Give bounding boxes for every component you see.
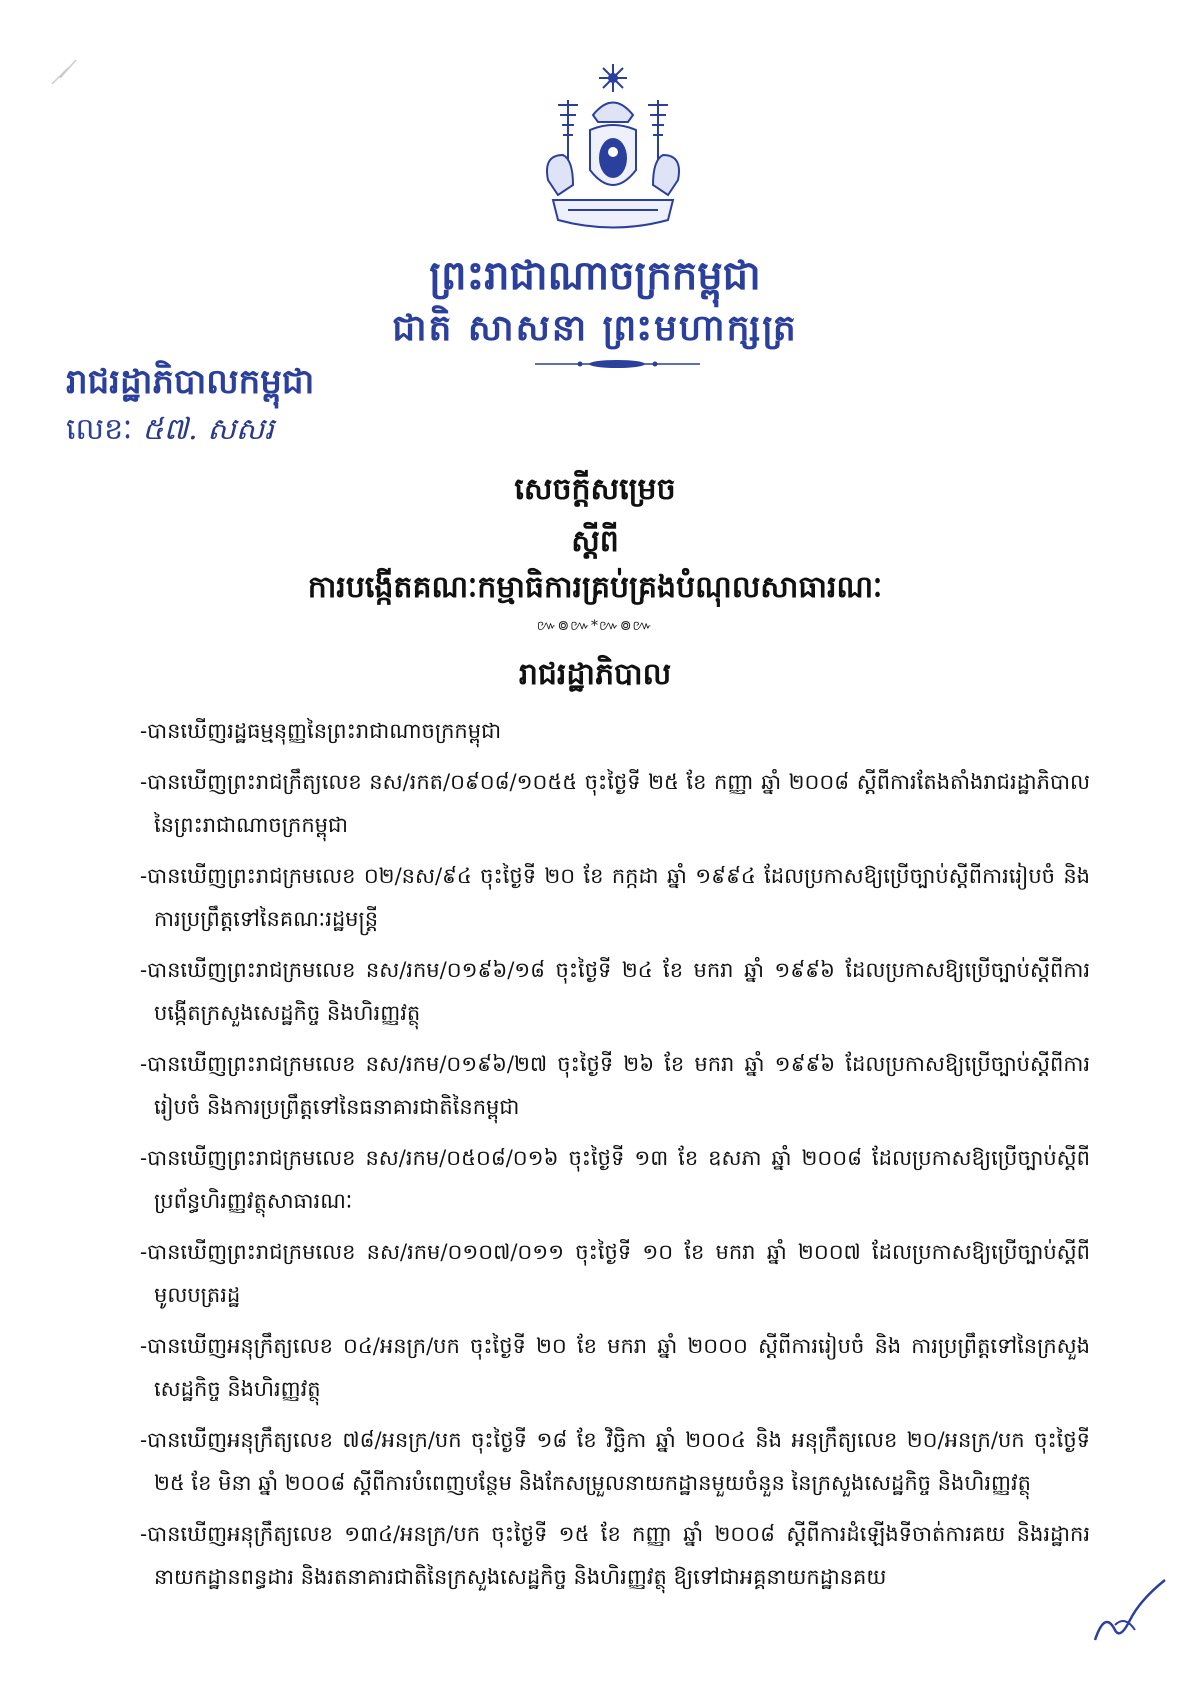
kingdom-motto: ជាតិ សាសនា ព្រះមហាក្សត្រ — [392, 307, 798, 349]
clause-item: -បានឃើញព្រះរាជក្រឹត្យលេខ នស/រកត/០៩០៨/១០៥៥ ចុះថ្ងៃទី ២៥ ខែ កញ្ញា ឆ្នាំ ២០០៨ ស្តីពីការតែងតាំងរាជរដ្ឋាភិបាលនៃព្រះរាជាណាចក្រកម្ពុជា — [140, 770, 1090, 837]
ornament-divider-icon — [535, 358, 700, 370]
royal-coat-of-arms-icon — [528, 60, 698, 240]
handwritten-initials-icon — [1085, 1570, 1175, 1650]
scan-mark — [50, 48, 100, 88]
clause-item: -បានឃើញព្រះរាជក្រមលេខ ០២/នស/៩៤ ចុះថ្ងៃទី ២០ ខែ កក្កដា ឆ្នាំ ១៩៩៤ ដែលប្រកាសឱ្យប្រើច្បាប់ស្តីពីការរៀបចំ និង ការប្រព្រឹត្តទៅនៃគណៈរដ្ឋមន្ត្រី — [140, 864, 1090, 931]
document-divider: ៚៙៚*៚៙៚ — [536, 618, 654, 634]
clause-item: -បានឃើញព្រះរាជក្រមលេខ នស/រកម/០១៩៦/១៨ ចុះថ្ងៃទី ២៤ ខែ មករា ឆ្នាំ ១៩៩៦ ដែលប្រកាសឱ្យប្រើច្បាប់ស្តីពីការបង្កើតក្រសួងសេដ្ឋកិច្ច និងហិរញ្ញវត្ថុ — [140, 958, 1090, 1025]
kingdom-name: ព្រះរាជាណាចក្រកម្ពុជា — [429, 252, 761, 299]
reference-number — [66, 410, 274, 454]
clause-item: -បានឃើញព្រះរាជក្រមលេខ នស/រកម/០៥០៨/០១៦ ចុះថ្ងៃទី ១៣ ខែ ឧសភា ឆ្នាំ ២០០៨ ដែលប្រកាសឱ្យប្រើច្បាប់ស្តីពីប្រព័ន្ធហិរញ្ញវត្ថុសាធារណៈ — [140, 1146, 1090, 1213]
clause-item: -បានឃើញព្រះរាជក្រមលេខ នស/រកម/០១០៧/០១១ ចុះថ្ងៃទី ១០ ខែ មករា ឆ្នាំ ២០០៧ ដែលប្រកាសឱ្យប្រើច្បាប់ស្តីពីមូលបត្ររដ្ឋ — [140, 1240, 1090, 1307]
document-type: សេចក្តីសម្រេច — [514, 472, 676, 507]
clause-item: -បានឃើញព្រះរាជក្រមលេខ នស/រកម/០១៩៦/២៧ ចុះថ្ងៃទី ២៦ ខែ មករា ឆ្នាំ ១៩៩៦ ដែលប្រកាសឱ្យប្រើច្បាប់ស្តីពីការរៀបចំ និងការប្រព្រឹត្តទៅនៃធនាគារជាតិនៃកម្ពុជា — [140, 1052, 1090, 1119]
document-subject: ការបង្កើតគណៈកម្មាធិការគ្រប់គ្រងបំណុលសាធារណៈ — [307, 570, 883, 605]
document-about: ស្តីពី — [571, 524, 619, 559]
clause-item: -បានឃើញរដ្ឋធម្មនុញ្ញនៃព្រះរាជាណាចក្រកម្ពុជា — [140, 719, 502, 743]
reference-label: លេខៈ — [66, 412, 133, 447]
reference-value: ៥៧. សសរ — [142, 412, 274, 447]
clause-item: -បានឃើញអនុក្រឹត្យលេខ ០៤/អនក្រ/បក ចុះថ្ងៃទី ២០ ខែ មករា ឆ្នាំ ២០០០ ស្តីពីការរៀបចំ និង ការប្រព្រឹត្តទៅនៃក្រសួងសេដ្ឋកិច្ច និងហិរញ្ញវត្ថុ — [140, 1334, 1090, 1401]
clause-item: -បានឃើញអនុក្រឹត្យលេខ ១៣៤/អនក្រ/បក ចុះថ្ងៃទី ១៥ ខែ កញ្ញា ឆ្នាំ ២០០៨ ស្តីពីការដំឡើងទីចាត់ការគយ និងរដ្ឋាករ នាយកដ្ឋានពន្ធដារ និងរតនាគារជាតិនៃក្រសួងសេដ្ឋកិច្ច និងហិរញ្ញវត្ថុ ឱ្យទៅជាអគ្គនាយកដ្ឋានគយ — [140, 1522, 1090, 1589]
body-heading: រាជរដ្ឋាភិបាល — [518, 657, 672, 692]
clauses-list — [140, 710, 1090, 1607]
issuer-name: រាជរដ្ឋាភិបាលកម្ពុជា — [66, 362, 315, 402]
clause-item: -បានឃើញអនុក្រឹត្យលេខ ៧៨/អនក្រ/បក ចុះថ្ងៃទី ១៨ ខែ វិច្ឆិកា ឆ្នាំ ២០០៤ និង អនុក្រឹត្យលេខ ២០/អនក្រ/បក ចុះថ្ងៃទី ២៥ ខែ មិនា ឆ្នាំ ២០០៨ ស្តីពីការបំពេញបន្ថែម និងកែសម្រួលនាយកដ្ឋានមួយចំនួន នៃក្រសួងសេដ្ឋកិច្ច និងហិរញ្ញវត្ថុ — [140, 1428, 1090, 1495]
